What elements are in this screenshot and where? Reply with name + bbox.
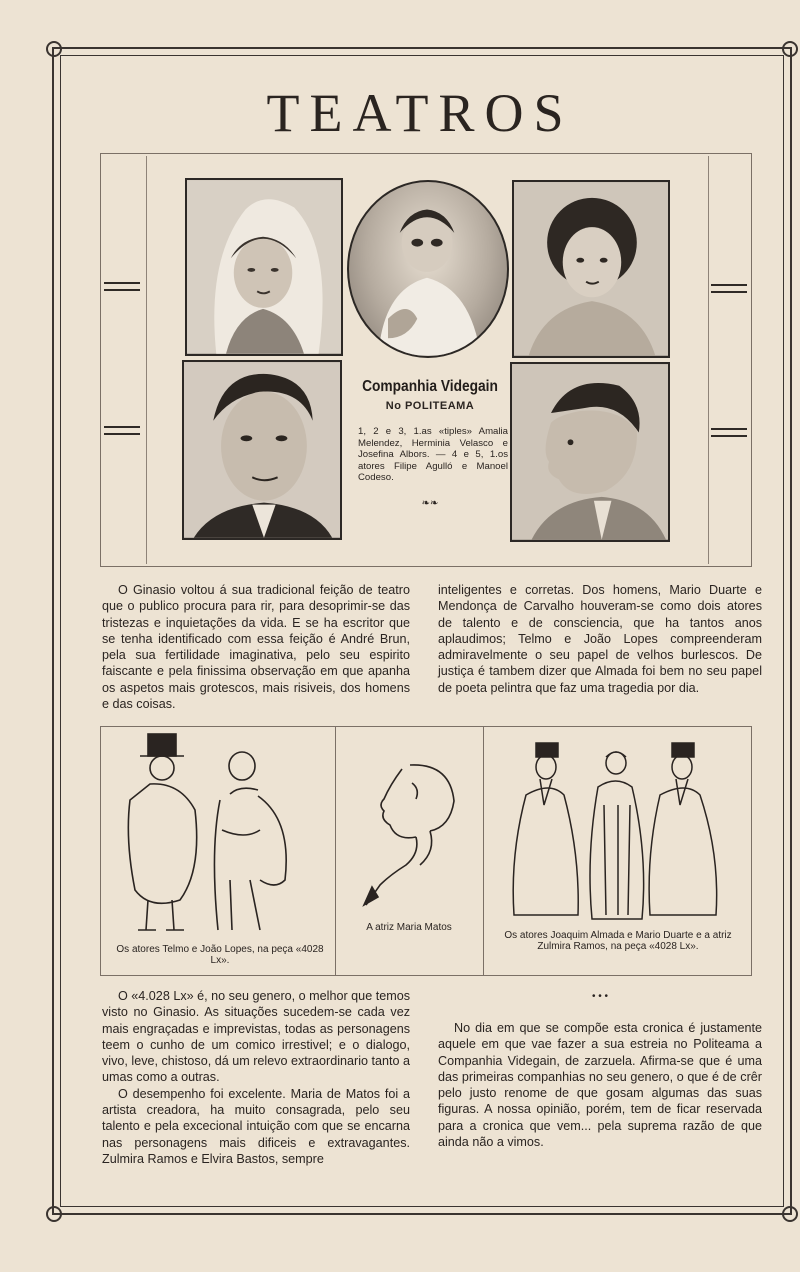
bar-ornament	[104, 282, 140, 291]
section-separator: • • •	[591, 991, 609, 1002]
company-subtitle: No POLITEAMA	[385, 400, 475, 412]
sketch-caption-1: Os atores Telmo e João Lopes, na peça «4028 Lx».	[116, 944, 324, 966]
woman-veil-portrait-icon	[187, 180, 341, 354]
photo-caption: 1, 2 e 3, 1.as «tiples» Amalia Melendez, Herminia Velasco e Josefina Albors. — 4 e 5, 1.os atores Filipe Agulló e Manoel Codeso.	[358, 426, 508, 483]
portrait-photo-5	[510, 362, 670, 542]
frame-corner-ornament	[46, 1206, 62, 1222]
article-bottom-right-column	[438, 990, 762, 1150]
frame-corner-ornament	[46, 41, 62, 57]
frame-corner-ornament	[782, 1206, 798, 1222]
frame-corner-ornament	[782, 41, 798, 57]
masthead-title: TEATROS	[266, 83, 574, 143]
paragraph: inteligentes e corretas. Dos homens, Mario Duarte e Mendonça de Carvalho houveram-se como dois atores de talento e de consciencia, que ha tantos anos aplaudimos; Telmo e João Lopes compreenderam admiravelmente o seu papel de velhos burlescos. De justiça é tambem dizer que Almada foi bem no seu papel de poeta pelintra que faz uma tragedia por dia.	[438, 583, 762, 695]
paragraph: O «4.028 Lx» é, no seu genero, o melhor que temos visto no Ginasio. As situações sucedem-se cada vez mais engraçadas e imprevistas, todas as personagens teem o cunho de um comico irrestivel; e o dialogo, vivo, leve, chistoso, dá um relevo extraordinario tanto a umas como a outras.	[102, 989, 411, 1085]
three-actors-sketch-icon	[500, 735, 740, 925]
company-caption-box	[350, 372, 510, 522]
article-top-left-column	[102, 582, 410, 712]
woman-oval-portrait-icon	[349, 182, 507, 356]
portrait-photo-2	[347, 180, 509, 358]
paragraph: No dia em que se compõe esta cronica é justamente aquele em que vae fazer a sua estreia no Politeama a Companhia Videgain, de zarzuela. Afirma-se que é uma das primeiras companhias no seu genero, o que é de crêr pelo justo renome de que gosam algumas das suas figuras. A nossa opinião, porém, tem de ficar reservada para a cronica que vem... pela suprema razão de que ainda não a vimos.	[438, 1021, 762, 1150]
bar-ornament	[104, 426, 140, 435]
sketch-caption-2: A atriz Maria Matos	[366, 922, 452, 933]
man-portrait-icon	[184, 362, 340, 538]
paragraph: O desempenho foi excelente. Maria de Matos foi a artista creadora, ha muito consagrada, pelo seu talento e pela excecional intuição com que se encarna nas personagens mais dificeis e extravagantes. Zulmira Ramos e Elvira Bastos, sempre	[102, 1086, 410, 1166]
portrait-photo-1	[185, 178, 343, 356]
bar-ornament	[711, 284, 747, 293]
portrait-photo-3	[512, 180, 670, 358]
two-actors-sketch-icon	[110, 730, 330, 940]
company-title: Companhia Videgain	[362, 378, 498, 395]
article-bottom-left-column	[102, 988, 410, 1167]
panel-rule	[146, 156, 147, 564]
man-profile-portrait-icon	[512, 364, 668, 540]
paragraph: O Ginasio voltou á sua tradicional feição de teatro que o publico procura para rir, para desoprimir-se das tristezas e inquietações da vida. E se ha escritor que se tenha identificado com essa feição é André Brun, pela sua fertilidade imaginativa, pelo seu espirito faiscante e pela finissima observação em que apanha os aspetos mais grotescos, mais risiveis, dos homens e das coisas.	[102, 583, 410, 712]
portrait-photo-4	[182, 360, 342, 540]
sketch-divider	[335, 727, 336, 975]
actress-profile-sketch-icon	[350, 755, 470, 915]
sketch-caption-3: Os atores Joaquim Almada e Mario Duarte e a atriz Zulmira Ramos, na peça «4028 Lx».	[504, 930, 732, 952]
panel-rule	[708, 156, 709, 564]
article-top-right-column	[438, 582, 762, 696]
bar-ornament	[711, 428, 747, 437]
woman-curly-hair-portrait-icon	[514, 182, 668, 356]
ornament-icon: ❧❧	[421, 497, 439, 509]
sketch-divider	[483, 727, 484, 975]
